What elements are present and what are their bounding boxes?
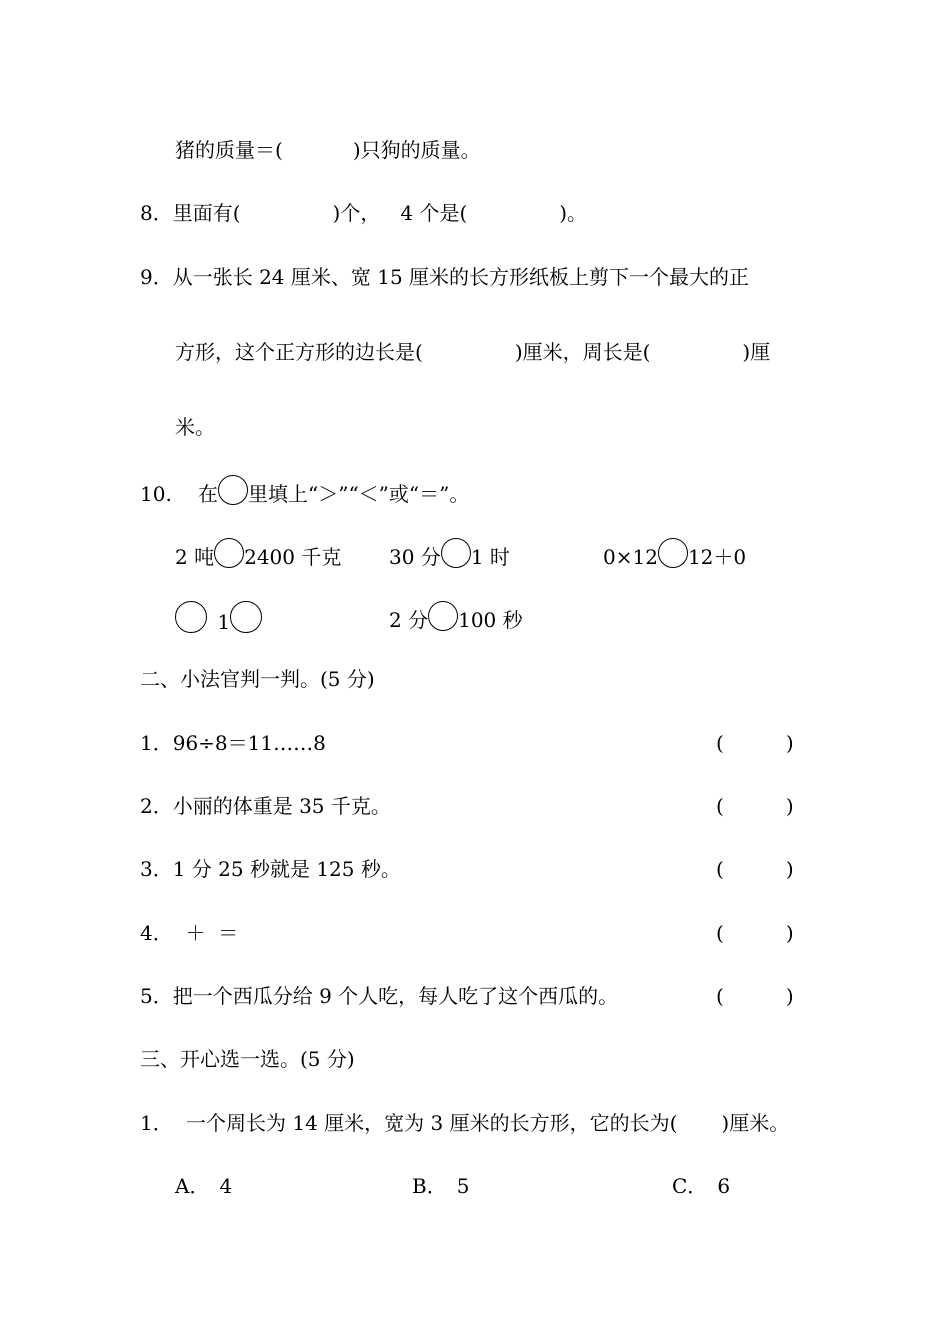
judge-answer-box[interactable] <box>716 730 794 756</box>
option-label: B． <box>412 1174 447 1198</box>
paren-close: ) <box>785 921 794 945</box>
section-title: 二、小法官判一判。(5 分) <box>140 667 375 691</box>
judge-item-text: 2．小丽的体重是 35 千克。 <box>140 794 391 818</box>
question-number: 10. <box>140 482 172 506</box>
question-text-end: )厘米。 <box>721 1111 790 1135</box>
judge-answer-box[interactable] <box>716 856 794 882</box>
compare-left: 2 吨 <box>175 545 215 569</box>
paren-close: ) <box>785 857 794 881</box>
compare-left: 0×12 <box>603 545 658 569</box>
option-value: 5 <box>456 1174 470 1198</box>
compare-circle[interactable] <box>658 538 688 568</box>
judge-item <box>140 793 391 819</box>
paren-close: ) <box>785 984 794 1008</box>
paren-open: ( <box>716 921 724 945</box>
paren-open: ( <box>716 731 724 755</box>
judge-item <box>140 983 618 1009</box>
compare-circle[interactable] <box>230 601 262 633</box>
option-label: C． <box>672 1174 708 1198</box>
q9-text-2a: 方形，这个正方形的边长是( <box>175 340 423 364</box>
q9-text-3: 米。 <box>175 415 215 439</box>
question-9-line-1 <box>140 264 749 290</box>
compare-right: 1 <box>217 610 231 634</box>
question-8 <box>140 200 587 226</box>
section-3-title <box>140 1046 355 1072</box>
q9-text-1: 9．从一张长 24 厘米、宽 15 厘米的长方形纸板上剪下一个最大的正 <box>140 265 750 289</box>
q9-text-2b: )厘米，周长是( <box>514 340 651 364</box>
pig-line-text-b: )只狗的质量。 <box>352 138 481 162</box>
section-2-title <box>140 666 375 692</box>
q10-text-a: 在 <box>198 482 218 506</box>
option-a[interactable] <box>175 1173 232 1199</box>
question-number: 8． <box>140 201 173 225</box>
q8-text-d: )。 <box>559 201 588 225</box>
judge-item <box>140 920 238 946</box>
choice-question-1 <box>140 1110 789 1136</box>
judge-item-text: 5．把一个西瓜分给 9 个人吃，每人吃了这个西瓜的。 <box>140 984 619 1008</box>
option-label: A． <box>175 1174 210 1198</box>
q8-text-b: )个， <box>332 201 381 225</box>
option-b[interactable] <box>412 1173 469 1199</box>
question-number: 1． <box>140 1111 173 1135</box>
judge-answer-box[interactable] <box>716 920 794 946</box>
fraction-placeholder-circle <box>175 601 207 633</box>
compare-circle[interactable] <box>441 538 471 568</box>
compare-left: 2 分 <box>389 608 429 632</box>
section-title: 三、开心选一选。(5 分) <box>140 1047 355 1071</box>
compare-right: 2400 千克 <box>244 545 342 569</box>
compare-item <box>389 601 523 632</box>
compare-circle[interactable] <box>428 601 458 631</box>
question-9-line-2 <box>175 339 770 365</box>
paren-close: ) <box>785 731 794 755</box>
q10-text-b: 里填上“＞”“＜”或“＝”。 <box>248 482 470 506</box>
paren-open: ( <box>716 984 724 1008</box>
option-value: 6 <box>717 1174 731 1198</box>
paren-open: ( <box>716 794 724 818</box>
compare-item <box>175 601 262 634</box>
question-text: 一个周长为 14 厘米，宽为 3 厘米的长方形，它的长为( <box>186 1111 678 1135</box>
paren-close: ) <box>785 794 794 818</box>
compare-right: 100 秒 <box>458 608 523 632</box>
question-9-line-3 <box>175 414 215 440</box>
q9-text-2c: )厘 <box>742 340 771 364</box>
compare-circle[interactable] <box>214 538 244 568</box>
compare-item <box>389 538 510 569</box>
option-c[interactable] <box>672 1173 730 1199</box>
judge-item-text: 1．96÷8＝11……8 <box>140 731 326 755</box>
compare-circle[interactable] <box>218 475 248 505</box>
q8-text-a: 里面有( <box>172 201 241 225</box>
judge-answer-box[interactable] <box>716 983 794 1009</box>
pig-weight-line <box>175 137 481 163</box>
compare-item <box>603 538 747 569</box>
judge-item <box>140 856 401 882</box>
compare-right: 12＋0 <box>687 545 747 569</box>
option-value: 4 <box>219 1174 233 1198</box>
compare-item <box>175 538 342 569</box>
question-10 <box>140 475 470 506</box>
q8-text-c: 4 个是( <box>400 201 468 225</box>
judge-answer-box[interactable] <box>716 793 794 819</box>
compare-left: 30 分 <box>389 545 441 569</box>
judge-item-text: 3．1 分 25 秒就是 125 秒。 <box>140 857 401 881</box>
judge-item-text: 4． ＋ ＝ <box>140 921 239 945</box>
pig-line-text-a: 猪的质量＝( <box>175 138 283 162</box>
paren-open: ( <box>716 857 724 881</box>
compare-right: 1 时 <box>470 545 510 569</box>
judge-item <box>140 730 326 756</box>
